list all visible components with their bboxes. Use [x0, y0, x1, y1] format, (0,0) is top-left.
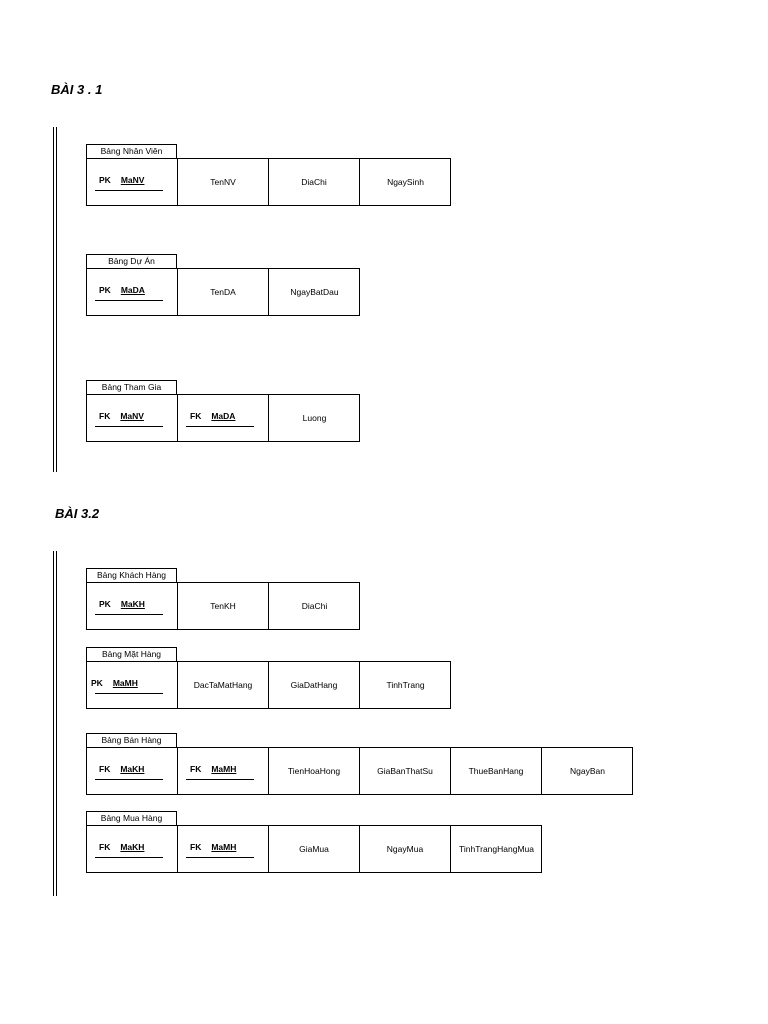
key-label	[190, 842, 236, 852]
attribute-cell	[269, 583, 360, 629]
key-field-name: MaMH	[211, 764, 237, 774]
key-underline	[186, 857, 254, 858]
section-heading-3-1: BÀI 3 . 1	[51, 82, 103, 97]
attribute-cell	[451, 748, 542, 794]
key-field-name: MaKH	[120, 842, 145, 852]
entity-title: Bảng Bán Hàng	[86, 733, 177, 747]
attribute-name: NgayMua	[386, 844, 424, 854]
attribute-name: GiaMua	[299, 844, 329, 854]
foreign-key-cell	[178, 395, 269, 441]
key-field-name: MaNV	[120, 411, 144, 421]
key-field-name: MaDA	[120, 285, 145, 295]
section-bar-3-2	[53, 551, 57, 896]
attribute-cell	[269, 395, 360, 441]
foreign-key-cell	[87, 826, 178, 872]
attribute-cell	[451, 826, 542, 872]
foreign-key-cell	[87, 748, 178, 794]
key-field-name: MaMH	[211, 842, 237, 852]
entity-title: Bảng Tham Gia	[86, 380, 177, 394]
key-field-name: MaMH	[112, 678, 138, 688]
key-underline	[95, 857, 163, 858]
attribute-name: NgaySinh	[387, 177, 424, 187]
key-label	[99, 411, 144, 421]
attribute-cell	[178, 159, 269, 205]
attribute-cell	[542, 748, 633, 794]
attribute-cell	[360, 826, 451, 872]
section-heading-3-2: BÀI 3.2	[55, 506, 100, 521]
key-label	[190, 411, 235, 421]
key-label	[99, 764, 144, 774]
key-label	[99, 175, 144, 185]
attribute-name: TenDA	[210, 287, 236, 297]
attribute-name: TenKH	[210, 601, 236, 611]
key-type: PK	[91, 678, 103, 688]
attribute-cell	[269, 662, 360, 708]
key-label	[190, 764, 236, 774]
key-underline	[186, 779, 254, 780]
entity-attribute-row	[86, 268, 360, 316]
attribute-cell	[269, 159, 360, 205]
key-type: FK	[99, 842, 111, 852]
key-label	[99, 842, 144, 852]
primary-key-cell	[87, 159, 178, 205]
attribute-name: GiaBanThatSu	[377, 766, 433, 776]
key-type: PK	[99, 175, 111, 185]
attribute-name: NgayBan	[570, 766, 605, 776]
foreign-key-cell	[178, 748, 269, 794]
key-underline	[95, 693, 163, 694]
key-field-name: MaKH	[120, 764, 145, 774]
primary-key-cell	[87, 583, 178, 629]
attribute-cell	[269, 826, 360, 872]
attribute-cell	[360, 159, 451, 205]
key-underline	[186, 426, 254, 427]
key-type: FK	[190, 411, 202, 421]
key-field-name: MaNV	[120, 175, 145, 185]
key-type: FK	[99, 411, 111, 421]
attribute-name: TenNV	[210, 177, 236, 187]
key-label	[91, 678, 138, 688]
primary-key-cell	[87, 662, 178, 708]
entity-title: Bảng Nhân Viên	[86, 144, 177, 158]
attribute-name: DacTaMatHang	[193, 680, 253, 690]
key-type: PK	[99, 599, 111, 609]
attribute-cell	[178, 583, 269, 629]
entity-title: Bảng Dự Án	[86, 254, 177, 268]
foreign-key-cell	[87, 395, 178, 441]
key-label	[99, 599, 145, 609]
attribute-name: Luong	[302, 413, 327, 423]
entity-attribute-row	[86, 582, 360, 630]
key-label	[99, 285, 145, 295]
attribute-name: DiaChi	[301, 601, 328, 611]
primary-key-cell	[87, 269, 178, 315]
entity-title: Bảng Khách Hàng	[86, 568, 177, 582]
key-underline	[95, 614, 163, 615]
attribute-name: NgayBatDau	[290, 287, 339, 297]
key-field-name: MaDA	[211, 411, 236, 421]
attribute-cell	[178, 662, 269, 708]
key-type: FK	[190, 842, 202, 852]
entity-attribute-row	[86, 394, 360, 442]
entity-attribute-row	[86, 661, 451, 709]
attribute-cell	[178, 269, 269, 315]
key-underline	[95, 300, 163, 301]
attribute-name: TinhTrang	[386, 680, 425, 690]
key-type: FK	[190, 764, 202, 774]
attribute-name: DiaChi	[301, 177, 327, 187]
entity-attribute-row	[86, 825, 542, 873]
attribute-name: ThueBanHang	[468, 766, 524, 776]
attribute-name: GiaDatHang	[290, 680, 338, 690]
entity-attribute-row	[86, 158, 451, 206]
key-type: PK	[99, 285, 111, 295]
key-field-name: MaKH	[120, 599, 145, 609]
attribute-cell	[269, 269, 360, 315]
entity-title: Bảng Mặt Hàng	[86, 647, 177, 661]
key-underline	[95, 779, 163, 780]
attribute-cell	[360, 748, 451, 794]
section-bar-3-1	[53, 127, 57, 472]
attribute-name: TienHoaHong	[287, 766, 341, 776]
key-underline	[95, 426, 163, 427]
key-type: FK	[99, 764, 111, 774]
entity-attribute-row	[86, 747, 633, 795]
attribute-cell	[360, 662, 451, 708]
attribute-cell	[269, 748, 360, 794]
key-underline	[95, 190, 163, 191]
entity-title: Bảng Mua Hàng	[86, 811, 177, 825]
foreign-key-cell	[178, 826, 269, 872]
attribute-name: TinhTrangHangMua	[459, 844, 534, 854]
